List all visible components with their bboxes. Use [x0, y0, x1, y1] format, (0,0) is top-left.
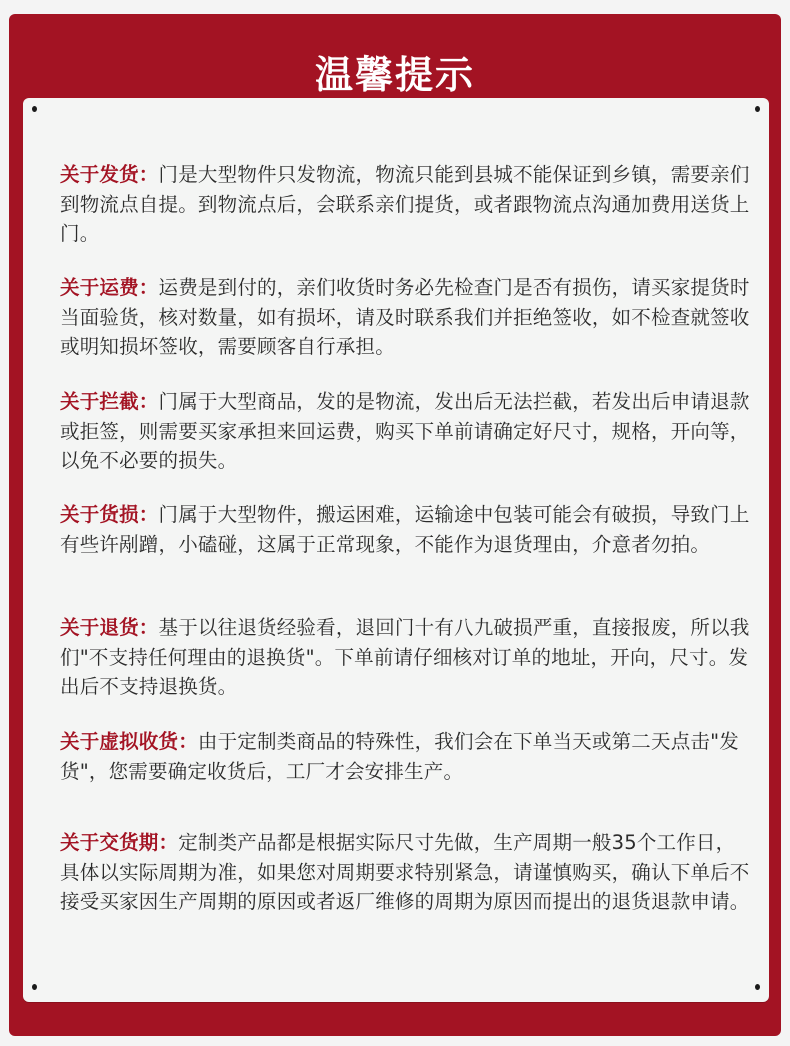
notice-panel: [9, 14, 781, 1036]
section-text: 门属于大型物件，搬运困难，运输途中包装可能会有破损，导致门上有些许剐蹭，小磕碰，这属于正常现象，不能作为退货理由，介意者勿拍。: [60, 503, 750, 556]
notice-content-card: [23, 98, 769, 1002]
pin-dot-icon: [755, 106, 760, 112]
section-label: 关于拦截：: [60, 390, 159, 413]
notice-section-freight: [60, 273, 750, 362]
section-text: 门是大型物件只发物流，物流只能到县城不能保证到乡镇，需要亲们到物流点自提。到物流点后，会联系亲们提货，或者跟物流点沟通加费用送货上门。: [60, 163, 750, 245]
section-label: 关于交货期：: [60, 831, 179, 854]
pin-dot-icon: [32, 106, 37, 112]
notice-section-damage: [60, 500, 750, 559]
section-label: 关于退货：: [60, 616, 159, 639]
notice-section-interception: [60, 387, 750, 476]
section-label: 关于虚拟收货：: [60, 730, 198, 753]
section-label: 关于运费：: [60, 276, 159, 299]
notice-section-shipping: [60, 160, 750, 249]
pin-dot-icon: [32, 984, 37, 990]
section-text: 定制类产品都是根据实际尺寸先做，生产周期一般35个工作日，具体以实际周期为准，如果您对周期要求特别紧急，请谨慎购买，确认下单后不接受买家因生产周期的原因或者返厂维修的周期为原因而提出的退货退款申请。: [60, 831, 750, 913]
section-text: 门属于大型商品，发的是物流，发出后无法拦截，若发出后申请退款或拒签，则需要买家承担来回运费，购买下单前请确定好尺寸，规格，开向等，以免不必要的损失。: [60, 390, 750, 472]
section-label: 关于发货：: [60, 163, 159, 186]
notice-section-virtual-receipt: [60, 727, 750, 786]
section-text: 基于以往退货经验看，退回门十有八九破损严重，直接报废，所以我们"不支持任何理由的退换货"。下单前请仔细核对订单的地址，开向，尺寸。发出后不支持退换货。: [60, 616, 750, 698]
pin-dot-icon: [755, 984, 760, 990]
notice-section-returns: [60, 613, 750, 702]
section-text: 由于定制类商品的特殊性，我们会在下单当天或第二天点击"发货"，您需要确定收货后，工厂才会安排生产。: [60, 730, 739, 783]
section-label: 关于货损：: [60, 503, 159, 526]
notice-section-delivery-period: [60, 828, 750, 917]
page-title: 温馨提示: [314, 53, 475, 97]
section-text: 运费是到付的，亲们收货时务必先检查门是否有损伤，请买家提货时当面验货，核对数量，如有损坏，请及时联系我们并拒绝签收，如不检查就签收或明知损坏签收，需要顾客自行承担。: [60, 276, 750, 358]
